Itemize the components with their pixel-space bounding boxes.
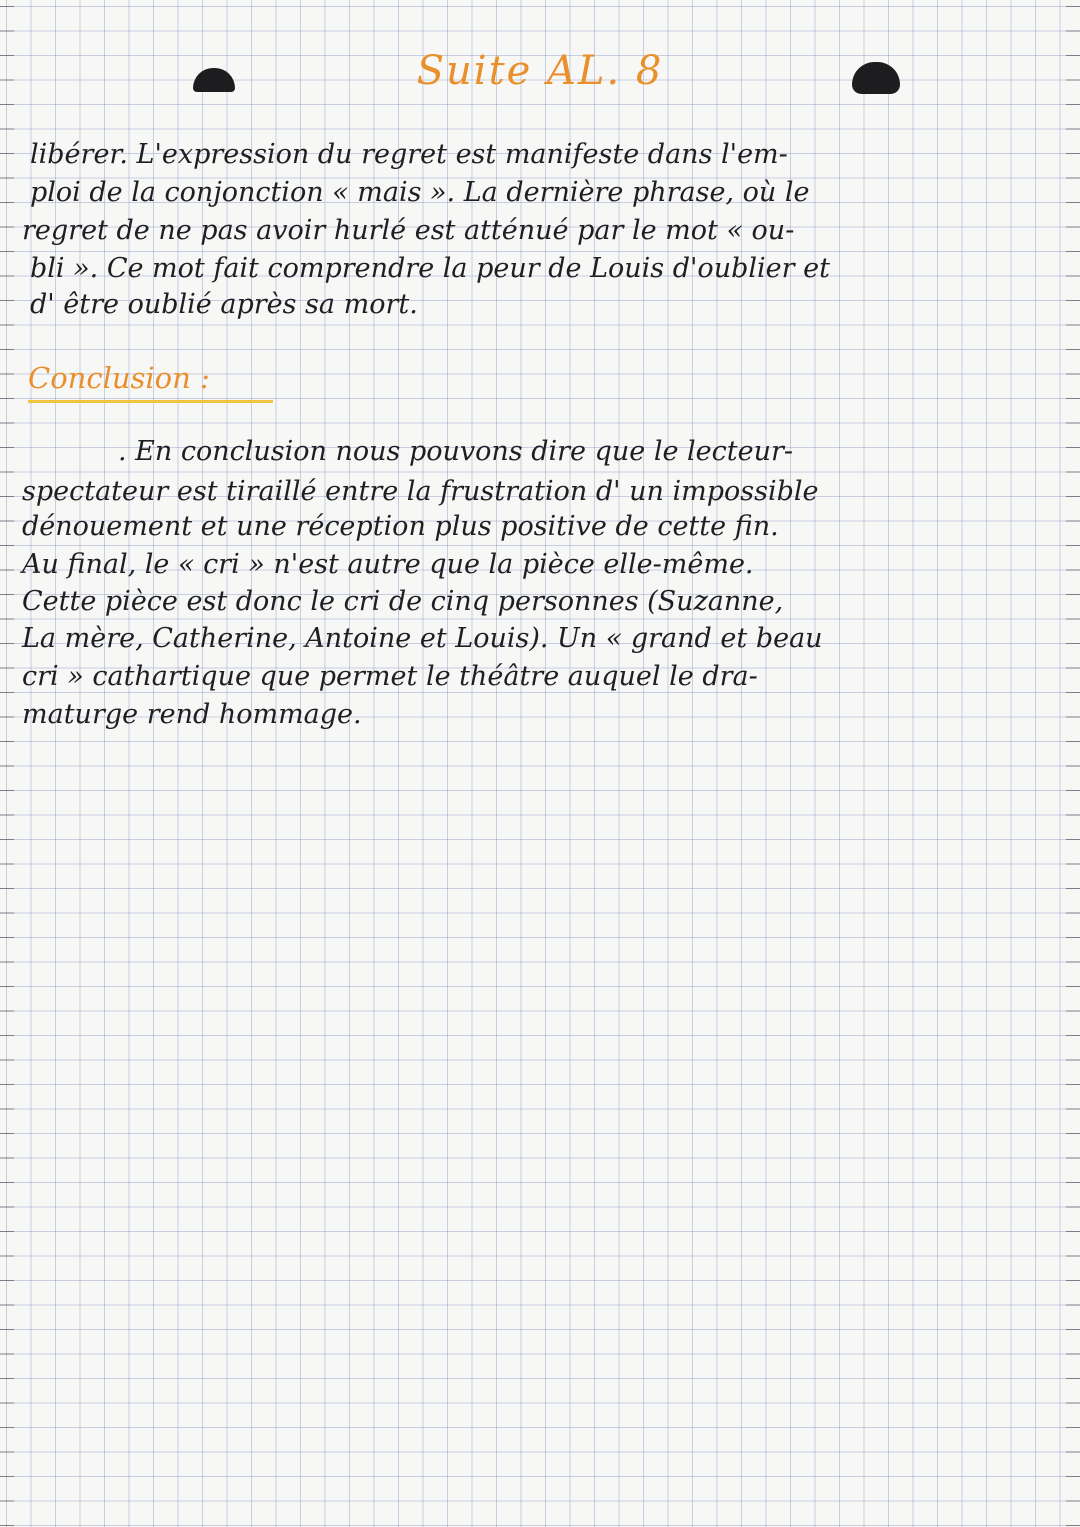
conclusion-line-5: Cette pièce est donc le cri de cinq personnes (Suzanne, — [22, 586, 784, 617]
conclusion-line-2: spectateur est tiraillé entre la frustration d' un impossible — [22, 476, 819, 507]
conclusion-line-6: La mère, Catherine, Antoine et Louis). Un « grand et beau — [22, 623, 823, 654]
page-title: Suite AL. 8 — [416, 48, 664, 94]
left-margin-ticks — [0, 0, 14, 1527]
continuation-line-3: regret de ne pas avoir hurlé est atténué par le mot « ou- — [22, 215, 795, 246]
continuation-line-2: ploi de la conjonction « mais ». La dernière phrase, où le — [30, 177, 810, 208]
conclusion-line-4: Au final, le « cri » n'est autre que la pièce elle-même. — [22, 549, 754, 580]
conclusion-line-1: . En conclusion nous pouvons dire que le lecteur- — [118, 436, 794, 467]
continuation-line-1: libérer. L'expression du regret est manifeste dans l'em- — [30, 139, 788, 170]
conclusion-line-3: dénouement et une réception plus positive de cette fin. — [22, 511, 779, 542]
right-margin-ticks — [1066, 0, 1080, 1527]
conclusion-line-8: maturge rend hommage. — [22, 699, 362, 730]
continuation-line-4: bli ». Ce mot fait comprendre la peur de Louis d'oublier et — [30, 253, 830, 284]
conclusion-heading: Conclusion : — [28, 360, 273, 403]
conclusion-line-7: cri » cathartique que permet le théâtre auquel le dra- — [22, 661, 758, 692]
continuation-line-5: d' être oublié après sa mort. — [30, 289, 418, 320]
